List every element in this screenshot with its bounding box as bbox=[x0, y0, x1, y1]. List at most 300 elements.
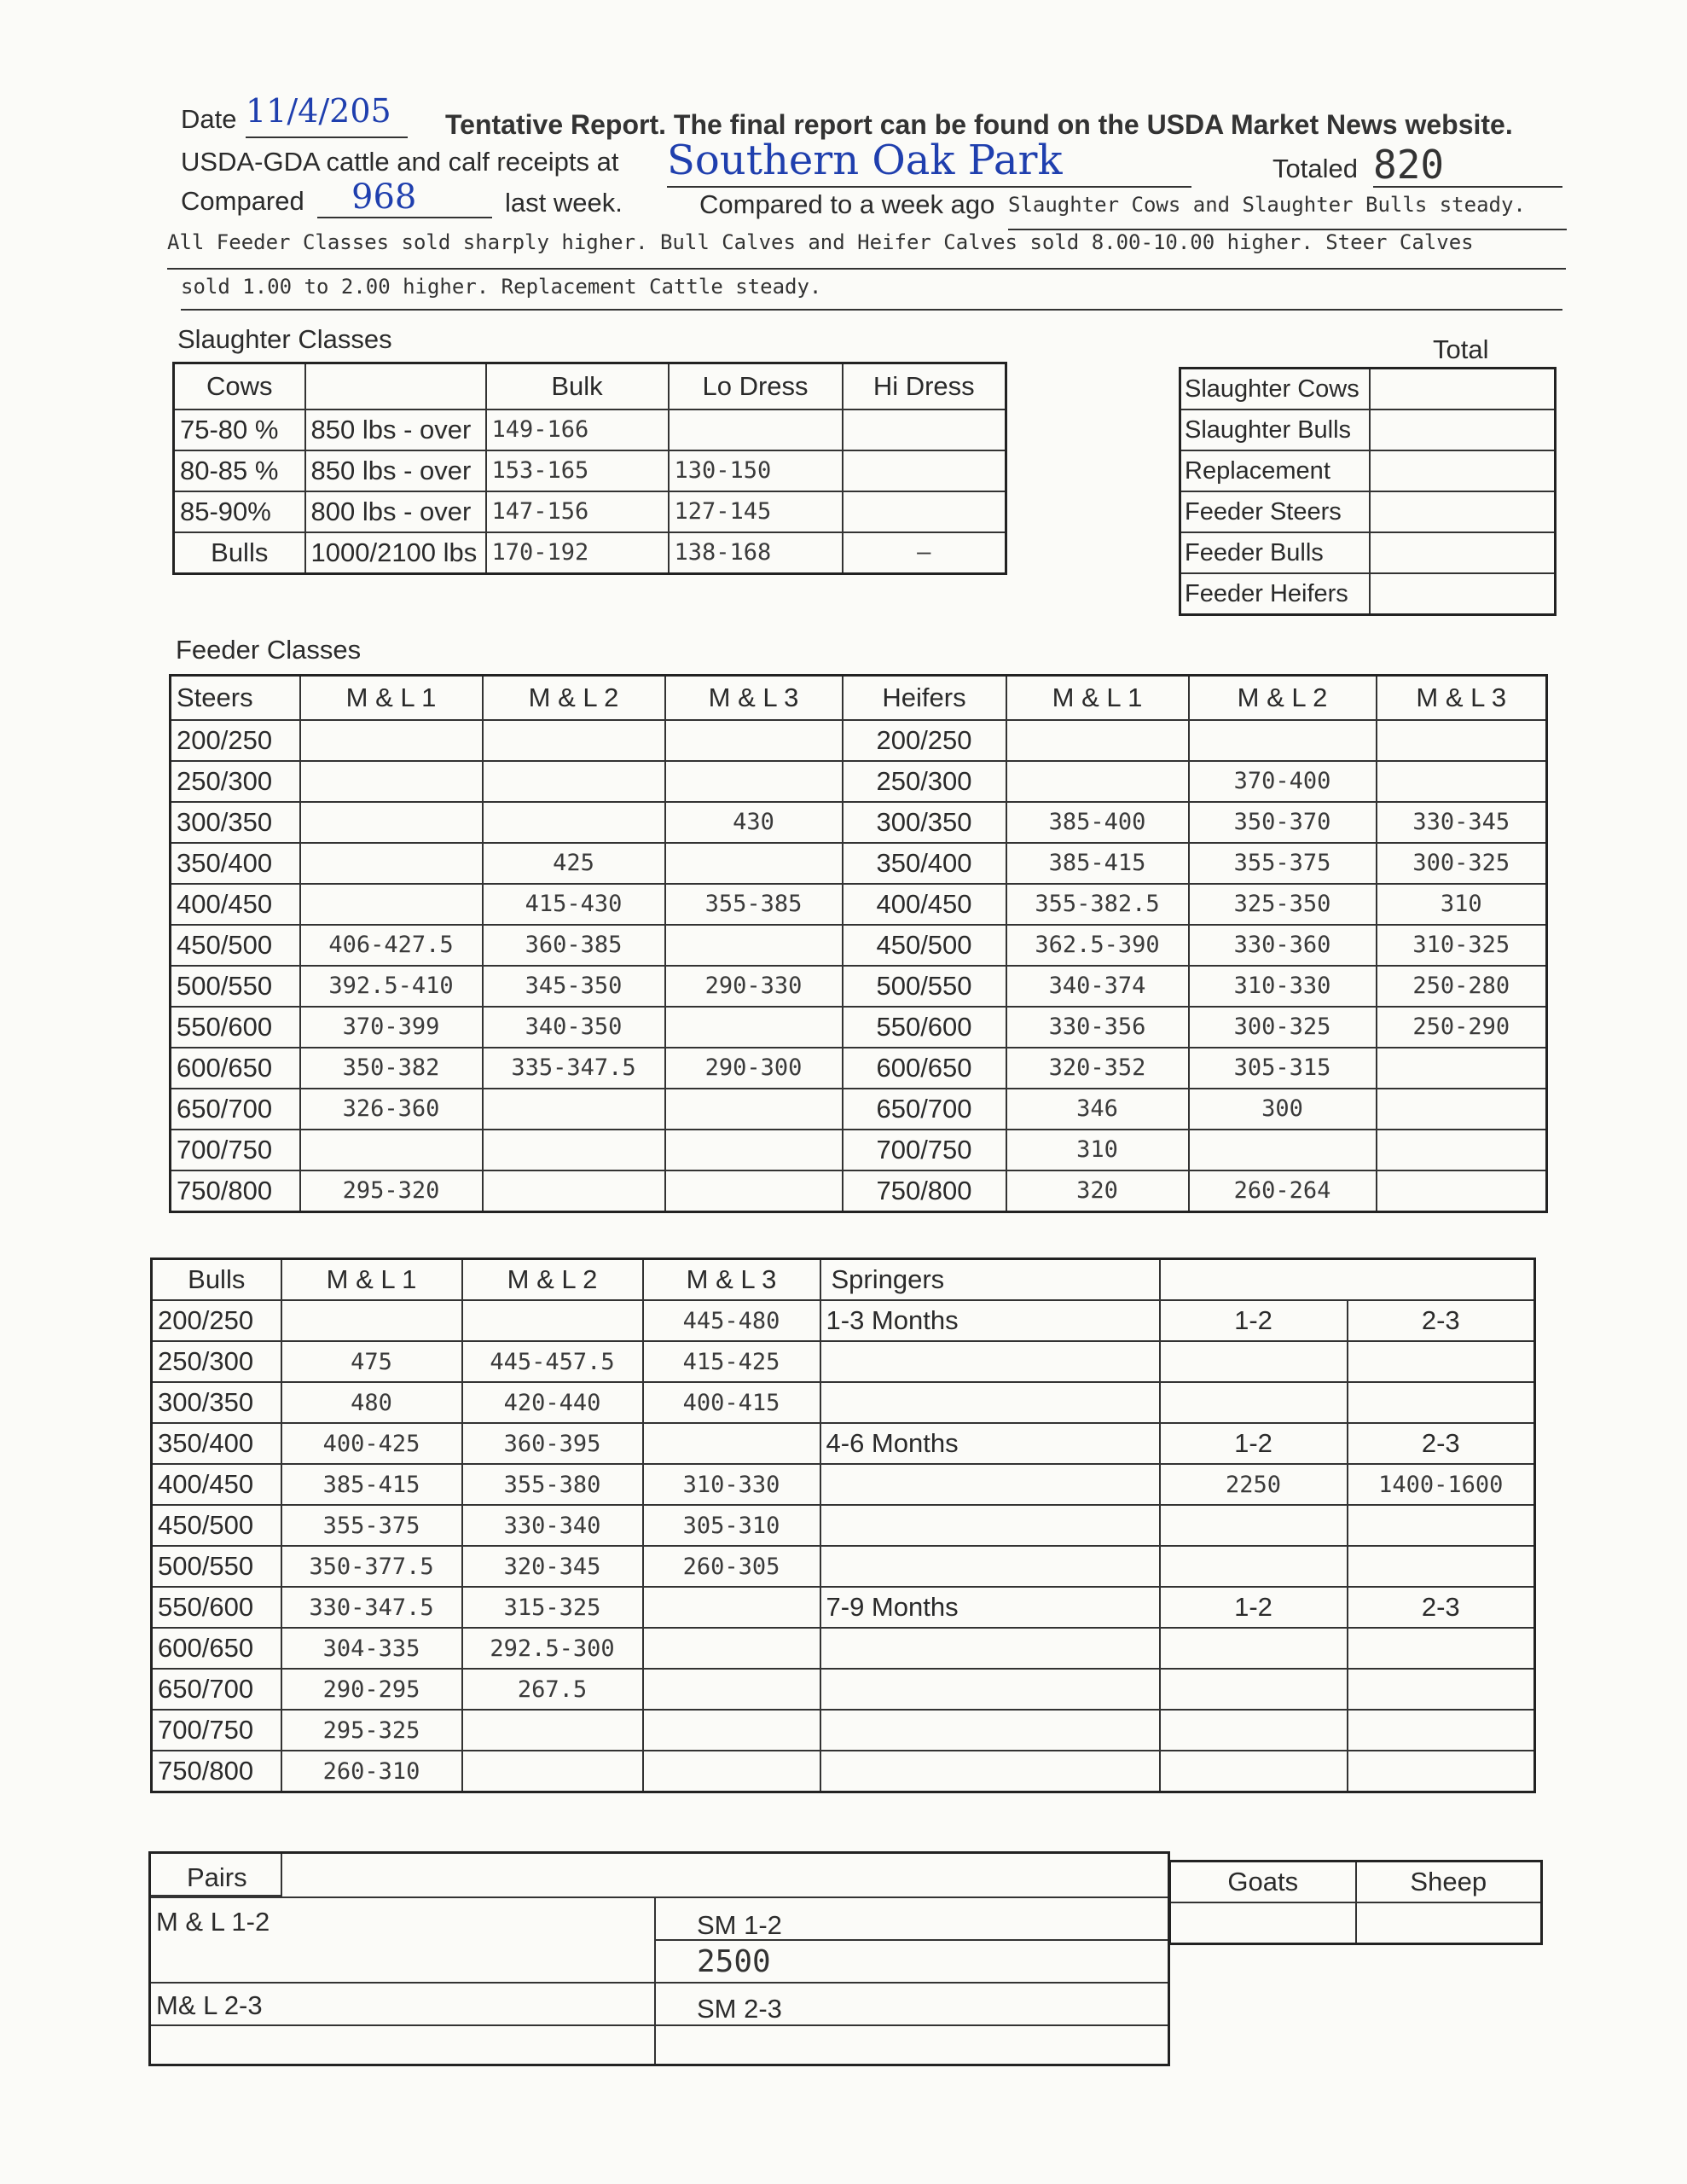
heifer-price-cell: 370-400 bbox=[1189, 761, 1377, 802]
springer-age-cell: 7-9 Months bbox=[820, 1587, 1160, 1628]
bulls-springers-table bbox=[150, 1258, 1536, 1793]
springer-grade-cell bbox=[1348, 1628, 1535, 1669]
weight-range-cell: 650/700 bbox=[843, 1089, 1006, 1130]
col-header: Hi Dress bbox=[843, 363, 1006, 410]
bull-price-cell: 305-310 bbox=[643, 1505, 820, 1546]
weight-cell: 1000/2100 lbs bbox=[305, 532, 486, 574]
col-header: M & L 3 bbox=[665, 676, 843, 720]
heifer-price-cell bbox=[1377, 1089, 1547, 1130]
pairs-sm12-value: 2500 bbox=[697, 1944, 771, 1979]
heifer-price-cell bbox=[1377, 761, 1547, 802]
springer-grade-cell: 1-2 bbox=[1160, 1300, 1348, 1341]
springer-grade-cell bbox=[1160, 1628, 1348, 1669]
table-row bbox=[171, 1130, 1547, 1170]
springer-age-cell: 1-3 Months bbox=[820, 1300, 1160, 1341]
springer-grade-cell bbox=[1160, 1669, 1348, 1710]
springer-grade-cell bbox=[1348, 1546, 1535, 1587]
weight-range-cell: 500/550 bbox=[843, 966, 1006, 1007]
springer-age-cell bbox=[820, 1751, 1160, 1792]
total-value bbox=[1370, 410, 1556, 450]
feeder-table bbox=[169, 674, 1548, 1213]
springer-grade-cell: 1-2 bbox=[1160, 1587, 1348, 1628]
steer-price-cell bbox=[483, 1130, 665, 1170]
table-row bbox=[171, 1007, 1547, 1048]
weight-range-cell: 700/750 bbox=[843, 1130, 1006, 1170]
bull-price-cell: 330-347.5 bbox=[281, 1587, 462, 1628]
pairs-box bbox=[148, 1851, 1170, 2066]
heifer-price-cell bbox=[1189, 1130, 1377, 1170]
bull-price-cell: 304-335 bbox=[281, 1628, 462, 1669]
steer-price-cell: 406-427.5 bbox=[300, 925, 483, 966]
total-label: Replacement bbox=[1180, 450, 1370, 491]
weight-range-cell: 550/600 bbox=[843, 1007, 1006, 1048]
col-header: M & L 2 bbox=[462, 1259, 643, 1301]
heifer-price-cell: 310 bbox=[1006, 1130, 1189, 1170]
heifer-price-cell: 250-280 bbox=[1377, 966, 1547, 1007]
springer-grade-cell bbox=[1348, 1751, 1535, 1792]
bull-price-cell: 290-295 bbox=[281, 1669, 462, 1710]
springer-grade-cell bbox=[1348, 1505, 1535, 1546]
weight-cell: 850 lbs - over bbox=[305, 410, 486, 450]
heifer-price-cell: 310-325 bbox=[1377, 925, 1547, 966]
col-header: M & L 2 bbox=[483, 676, 665, 720]
weight-range-cell: 700/750 bbox=[152, 1710, 281, 1751]
col-header: M & L 2 bbox=[1189, 676, 1377, 720]
heifer-price-cell bbox=[1377, 1048, 1547, 1089]
table-row bbox=[152, 1669, 1535, 1710]
table-row bbox=[152, 1546, 1535, 1587]
heifer-price-cell: 310-330 bbox=[1189, 966, 1377, 1007]
table-row bbox=[174, 491, 1006, 532]
date-label: Date bbox=[181, 104, 237, 134]
col-header: M & L 1 bbox=[300, 676, 483, 720]
pairs-ml23-label: M& L 2-3 bbox=[156, 1990, 263, 2020]
steer-price-cell bbox=[665, 720, 843, 761]
heifer-price-cell: 300-325 bbox=[1377, 843, 1547, 884]
price-cell: 127-145 bbox=[669, 491, 843, 532]
heifer-price-cell: 385-415 bbox=[1006, 843, 1189, 884]
heifer-price-cell bbox=[1006, 720, 1189, 761]
col-header: M & L 1 bbox=[1006, 676, 1189, 720]
table-row bbox=[171, 1048, 1547, 1089]
springer-grade-cell: 1400-1600 bbox=[1348, 1464, 1535, 1505]
table-row bbox=[174, 532, 1006, 574]
weight-cell: 850 lbs - over bbox=[305, 450, 486, 491]
springer-age-cell bbox=[820, 1710, 1160, 1751]
bull-price-cell bbox=[643, 1710, 820, 1751]
bull-price-cell: 400-415 bbox=[643, 1382, 820, 1423]
springer-grade-cell: 2-3 bbox=[1348, 1423, 1535, 1464]
bull-price-cell: 292.5-300 bbox=[462, 1628, 643, 1669]
springer-grade-cell bbox=[1160, 1341, 1348, 1382]
weight-range-cell: 300/350 bbox=[171, 802, 300, 843]
weight-range-cell: 750/800 bbox=[152, 1751, 281, 1792]
col-header: M & L 3 bbox=[1377, 676, 1547, 720]
steer-price-cell: 430 bbox=[665, 802, 843, 843]
compared-label: Compared bbox=[181, 186, 304, 216]
table-row bbox=[152, 1341, 1535, 1382]
heifer-price-cell: 330-345 bbox=[1377, 802, 1547, 843]
price-cell: 170-192 bbox=[486, 532, 669, 574]
compared-value: 968 bbox=[317, 177, 492, 218]
weight-range-cell: 600/650 bbox=[152, 1628, 281, 1669]
steer-price-cell bbox=[300, 1130, 483, 1170]
steer-price-cell: 340-350 bbox=[483, 1007, 665, 1048]
feeder-section-title: Feeder Classes bbox=[176, 635, 362, 665]
heifer-price-cell: 362.5-390 bbox=[1006, 925, 1189, 966]
bull-price-cell: 475 bbox=[281, 1341, 462, 1382]
weight-range-cell: 300/350 bbox=[152, 1382, 281, 1423]
heifer-price-cell: 325-350 bbox=[1189, 884, 1377, 925]
grade-cell: 85-90% bbox=[174, 491, 305, 532]
weight-range-cell: 250/300 bbox=[152, 1341, 281, 1382]
weight-range-cell: 300/350 bbox=[843, 802, 1006, 843]
heifer-price-cell bbox=[1377, 1130, 1547, 1170]
steer-price-cell bbox=[300, 802, 483, 843]
report-title: Tentative Report. The final report can be found on the USDA Market News website. bbox=[445, 109, 1513, 140]
col-header: Bulls bbox=[152, 1259, 281, 1301]
table-row bbox=[171, 884, 1547, 925]
total-label: Feeder Steers bbox=[1180, 491, 1370, 532]
col-header: M & L 3 bbox=[643, 1259, 820, 1301]
table-row bbox=[171, 966, 1547, 1007]
heifer-price-cell: 260-264 bbox=[1189, 1170, 1377, 1212]
date-value: 11/4/205 bbox=[246, 92, 408, 138]
bull-price-cell bbox=[643, 1423, 820, 1464]
heifer-price-cell bbox=[1006, 761, 1189, 802]
table-row bbox=[171, 925, 1547, 966]
steer-price-cell: 355-385 bbox=[665, 884, 843, 925]
col-header: Heifers bbox=[843, 676, 1006, 720]
steer-price-cell: 392.5-410 bbox=[300, 966, 483, 1007]
heifer-price-cell: 330-360 bbox=[1189, 925, 1377, 966]
col-header: Cows bbox=[174, 363, 305, 410]
bull-price-cell: 350-377.5 bbox=[281, 1546, 462, 1587]
table-row bbox=[1170, 1862, 1542, 1903]
totaled-label: Totaled bbox=[1272, 154, 1358, 183]
springers-title: Springers bbox=[820, 1259, 1160, 1301]
table-row bbox=[152, 1505, 1535, 1546]
table-row bbox=[1180, 450, 1556, 491]
table-row bbox=[171, 802, 1547, 843]
steer-price-cell: 290-300 bbox=[665, 1048, 843, 1089]
heifer-price-cell: 310 bbox=[1377, 884, 1547, 925]
heifer-price-cell: 320-352 bbox=[1006, 1048, 1189, 1089]
col-header bbox=[1160, 1259, 1535, 1301]
bull-price-cell: 267.5 bbox=[462, 1669, 643, 1710]
weight-range-cell: 500/550 bbox=[171, 966, 300, 1007]
steer-price-cell bbox=[483, 720, 665, 761]
price-cell bbox=[669, 410, 843, 450]
weight-range-cell: 200/250 bbox=[152, 1300, 281, 1341]
bull-price-cell: 420-440 bbox=[462, 1382, 643, 1423]
sheep-header: Sheep bbox=[1356, 1862, 1542, 1903]
table-row bbox=[152, 1300, 1535, 1341]
springer-age-cell bbox=[820, 1505, 1160, 1546]
bull-price-cell bbox=[462, 1710, 643, 1751]
weight-range-cell: 450/500 bbox=[171, 925, 300, 966]
goats-sheep-table bbox=[1168, 1860, 1543, 1945]
steer-price-cell bbox=[483, 1089, 665, 1130]
pairs-sm23-label: SM 2-3 bbox=[697, 1994, 782, 2024]
heifer-price-cell: 305-315 bbox=[1189, 1048, 1377, 1089]
bull-price-cell bbox=[643, 1587, 820, 1628]
bull-price-cell: 445-457.5 bbox=[462, 1341, 643, 1382]
weight-range-cell: 400/450 bbox=[171, 884, 300, 925]
price-cell: 147-156 bbox=[486, 491, 669, 532]
bull-price-cell: 360-395 bbox=[462, 1423, 643, 1464]
bull-price-cell: 415-425 bbox=[643, 1341, 820, 1382]
heifer-price-cell: 330-356 bbox=[1006, 1007, 1189, 1048]
total-label: Slaughter Cows bbox=[1180, 369, 1370, 410]
steer-price-cell bbox=[483, 1170, 665, 1212]
table-row bbox=[171, 843, 1547, 884]
week-ago-label: Compared to a week ago bbox=[699, 189, 995, 219]
slaughter-section-title: Slaughter Classes bbox=[177, 324, 392, 354]
weight-range-cell: 450/500 bbox=[843, 925, 1006, 966]
table-row bbox=[152, 1587, 1535, 1628]
pairs-title: Pairs bbox=[187, 1862, 247, 1892]
total-value bbox=[1370, 532, 1556, 573]
steer-price-cell: 295-320 bbox=[300, 1170, 483, 1212]
heifer-price-cell bbox=[1377, 1170, 1547, 1212]
steer-price-cell bbox=[300, 843, 483, 884]
springer-grade-cell: 2-3 bbox=[1348, 1587, 1535, 1628]
weight-range-cell: 600/650 bbox=[843, 1048, 1006, 1089]
steer-price-cell: 326-360 bbox=[300, 1089, 483, 1130]
pairs-ml12-label: M & L 1-2 bbox=[156, 1907, 270, 1937]
bull-price-cell: 355-380 bbox=[462, 1464, 643, 1505]
table-row bbox=[171, 720, 1547, 761]
grade-cell: Bulls bbox=[174, 532, 305, 574]
steer-price-cell bbox=[483, 761, 665, 802]
heifer-price-cell: 385-400 bbox=[1006, 802, 1189, 843]
steer-price-cell bbox=[665, 1130, 843, 1170]
heifer-price-cell: 355-382.5 bbox=[1006, 884, 1189, 925]
steer-price-cell bbox=[665, 925, 843, 966]
steer-price-cell: 415-430 bbox=[483, 884, 665, 925]
weight-range-cell: 750/800 bbox=[843, 1170, 1006, 1212]
goats-header: Goats bbox=[1170, 1862, 1356, 1903]
price-cell: 138-168 bbox=[669, 532, 843, 574]
bull-price-cell: 480 bbox=[281, 1382, 462, 1423]
bull-price-cell bbox=[643, 1669, 820, 1710]
steer-price-cell: 290-330 bbox=[665, 966, 843, 1007]
total-label: Slaughter Bulls bbox=[1180, 410, 1370, 450]
bull-price-cell: 260-305 bbox=[643, 1546, 820, 1587]
table-row bbox=[1180, 573, 1556, 615]
heifer-price-cell: 300-325 bbox=[1189, 1007, 1377, 1048]
comment-line-2: All Feeder Classes sold sharply higher. Bull Calves and Heifer Calves sold 8.00-10.00 higher. Steer Calves bbox=[167, 230, 1566, 270]
bull-price-cell bbox=[462, 1300, 643, 1341]
table-row bbox=[152, 1423, 1535, 1464]
heifer-price-cell bbox=[1377, 720, 1547, 761]
table-row bbox=[1180, 410, 1556, 450]
weight-range-cell: 250/300 bbox=[843, 761, 1006, 802]
price-cell: 149-166 bbox=[486, 410, 669, 450]
steer-price-cell: 425 bbox=[483, 843, 665, 884]
steer-price-cell bbox=[300, 761, 483, 802]
price-cell bbox=[843, 410, 1006, 450]
location-name: Southern Oak Park bbox=[667, 136, 1191, 188]
comment-line-3: sold 1.00 to 2.00 higher. Replacement Cattle steady. bbox=[181, 275, 1562, 311]
table-row bbox=[152, 1751, 1535, 1792]
bull-price-cell: 320-345 bbox=[462, 1546, 643, 1587]
weight-range-cell: 350/400 bbox=[171, 843, 300, 884]
table-row bbox=[174, 410, 1006, 450]
col-header bbox=[305, 363, 486, 410]
slaughter-table bbox=[172, 362, 1007, 575]
weight-range-cell: 500/550 bbox=[152, 1546, 281, 1587]
heifer-price-cell: 340-374 bbox=[1006, 966, 1189, 1007]
price-cell bbox=[843, 491, 1006, 532]
springer-grade-cell bbox=[1348, 1710, 1535, 1751]
heifer-price-cell: 250-290 bbox=[1377, 1007, 1547, 1048]
heifer-price-cell: 346 bbox=[1006, 1089, 1189, 1130]
total-title: Total bbox=[1433, 334, 1489, 364]
steer-price-cell: 335-347.5 bbox=[483, 1048, 665, 1089]
springer-age-cell bbox=[820, 1546, 1160, 1587]
steer-price-cell bbox=[665, 1089, 843, 1130]
heifer-price-cell bbox=[1189, 720, 1377, 761]
steer-price-cell bbox=[665, 761, 843, 802]
heifer-price-cell: 300 bbox=[1189, 1089, 1377, 1130]
weight-range-cell: 250/300 bbox=[171, 761, 300, 802]
table-header-row bbox=[152, 1259, 1535, 1301]
weight-range-cell: 550/600 bbox=[171, 1007, 300, 1048]
springer-grade-cell bbox=[1160, 1382, 1348, 1423]
table-row bbox=[171, 1170, 1547, 1212]
springer-grade-cell bbox=[1160, 1505, 1348, 1546]
springer-grade-cell: 1-2 bbox=[1160, 1423, 1348, 1464]
totaled-value: 820 bbox=[1373, 142, 1562, 188]
table-row bbox=[171, 1089, 1547, 1130]
col-header: Lo Dress bbox=[669, 363, 843, 410]
bull-price-cell: 355-375 bbox=[281, 1505, 462, 1546]
last-week-label: last week. bbox=[505, 188, 623, 218]
springer-age-cell bbox=[820, 1341, 1160, 1382]
steer-price-cell: 350-382 bbox=[300, 1048, 483, 1089]
price-cell: — bbox=[843, 532, 1006, 574]
total-value bbox=[1370, 369, 1556, 410]
springer-age-cell bbox=[820, 1628, 1160, 1669]
sheep-value bbox=[1356, 1902, 1542, 1944]
bull-price-cell: 260-310 bbox=[281, 1751, 462, 1792]
springer-grade-cell bbox=[1348, 1341, 1535, 1382]
bull-price-cell bbox=[643, 1628, 820, 1669]
weight-range-cell: 350/400 bbox=[843, 843, 1006, 884]
table-row bbox=[174, 450, 1006, 491]
bull-price-cell: 445-480 bbox=[643, 1300, 820, 1341]
total-value bbox=[1370, 450, 1556, 491]
weight-range-cell: 200/250 bbox=[843, 720, 1006, 761]
table-row bbox=[1180, 491, 1556, 532]
col-header: Steers bbox=[171, 676, 300, 720]
heifer-price-cell: 350-370 bbox=[1189, 802, 1377, 843]
bull-price-cell: 330-340 bbox=[462, 1505, 643, 1546]
table-row bbox=[152, 1464, 1535, 1505]
price-cell bbox=[843, 450, 1006, 491]
weight-range-cell: 450/500 bbox=[152, 1505, 281, 1546]
springer-grade-cell bbox=[1348, 1382, 1535, 1423]
pairs-sm12-label: SM 1-2 bbox=[697, 1910, 782, 1940]
price-cell: 130-150 bbox=[669, 450, 843, 491]
weight-range-cell: 600/650 bbox=[171, 1048, 300, 1089]
springer-grade-cell: 2250 bbox=[1160, 1464, 1348, 1505]
springer-grade-cell bbox=[1348, 1669, 1535, 1710]
table-row bbox=[152, 1628, 1535, 1669]
col-header: M & L 1 bbox=[281, 1259, 462, 1301]
steer-price-cell bbox=[300, 884, 483, 925]
heifer-price-cell: 320 bbox=[1006, 1170, 1189, 1212]
springer-age-cell bbox=[820, 1464, 1160, 1505]
springer-age-cell bbox=[820, 1669, 1160, 1710]
bull-price-cell bbox=[281, 1300, 462, 1341]
weight-cell: 800 lbs - over bbox=[305, 491, 486, 532]
bull-price-cell: 310-330 bbox=[643, 1464, 820, 1505]
totals-table bbox=[1179, 367, 1557, 616]
table-row bbox=[1180, 532, 1556, 573]
springer-grade-cell: 2-3 bbox=[1348, 1300, 1535, 1341]
heifer-price-cell: 355-375 bbox=[1189, 843, 1377, 884]
table-row bbox=[152, 1710, 1535, 1751]
goats-value bbox=[1170, 1902, 1356, 1944]
weight-range-cell: 650/700 bbox=[152, 1669, 281, 1710]
price-cell: 153-165 bbox=[486, 450, 669, 491]
steer-price-cell: 360-385 bbox=[483, 925, 665, 966]
bull-price-cell: 295-325 bbox=[281, 1710, 462, 1751]
total-label: Feeder Heifers bbox=[1180, 573, 1370, 615]
springer-age-cell: 4-6 Months bbox=[820, 1423, 1160, 1464]
bull-price-cell bbox=[643, 1751, 820, 1792]
steer-price-cell bbox=[665, 1007, 843, 1048]
total-value bbox=[1370, 491, 1556, 532]
col-header: Bulk bbox=[486, 363, 669, 410]
steer-price-cell bbox=[300, 720, 483, 761]
weight-range-cell: 400/450 bbox=[152, 1464, 281, 1505]
steer-price-cell bbox=[665, 843, 843, 884]
springer-grade-cell bbox=[1160, 1751, 1348, 1792]
bull-price-cell: 400-425 bbox=[281, 1423, 462, 1464]
weight-range-cell: 550/600 bbox=[152, 1587, 281, 1628]
steer-price-cell: 370-399 bbox=[300, 1007, 483, 1048]
steer-price-cell bbox=[665, 1170, 843, 1212]
table-row bbox=[152, 1382, 1535, 1423]
weight-range-cell: 400/450 bbox=[843, 884, 1006, 925]
weight-range-cell: 700/750 bbox=[171, 1130, 300, 1170]
weight-range-cell: 650/700 bbox=[171, 1089, 300, 1130]
bull-price-cell: 315-325 bbox=[462, 1587, 643, 1628]
total-label: Feeder Bulls bbox=[1180, 532, 1370, 573]
grade-cell: 75-80 % bbox=[174, 410, 305, 450]
table-row bbox=[1180, 369, 1556, 410]
weight-range-cell: 350/400 bbox=[152, 1423, 281, 1464]
total-value bbox=[1370, 573, 1556, 615]
springer-grade-cell bbox=[1160, 1546, 1348, 1587]
springer-grade-cell bbox=[1160, 1710, 1348, 1751]
springer-age-cell bbox=[820, 1382, 1160, 1423]
bull-price-cell bbox=[462, 1751, 643, 1792]
steer-price-cell: 345-350 bbox=[483, 966, 665, 1007]
weight-range-cell: 200/250 bbox=[171, 720, 300, 761]
table-header-row bbox=[171, 676, 1547, 720]
receipts-label: USDA-GDA cattle and calf receipts at bbox=[181, 147, 619, 177]
bull-price-cell: 385-415 bbox=[281, 1464, 462, 1505]
steer-price-cell bbox=[483, 802, 665, 843]
grade-cell: 80-85 % bbox=[174, 450, 305, 491]
comment-line-1: Slaughter Cows and Slaughter Bulls steady. bbox=[1008, 193, 1567, 230]
weight-range-cell: 750/800 bbox=[171, 1170, 300, 1212]
